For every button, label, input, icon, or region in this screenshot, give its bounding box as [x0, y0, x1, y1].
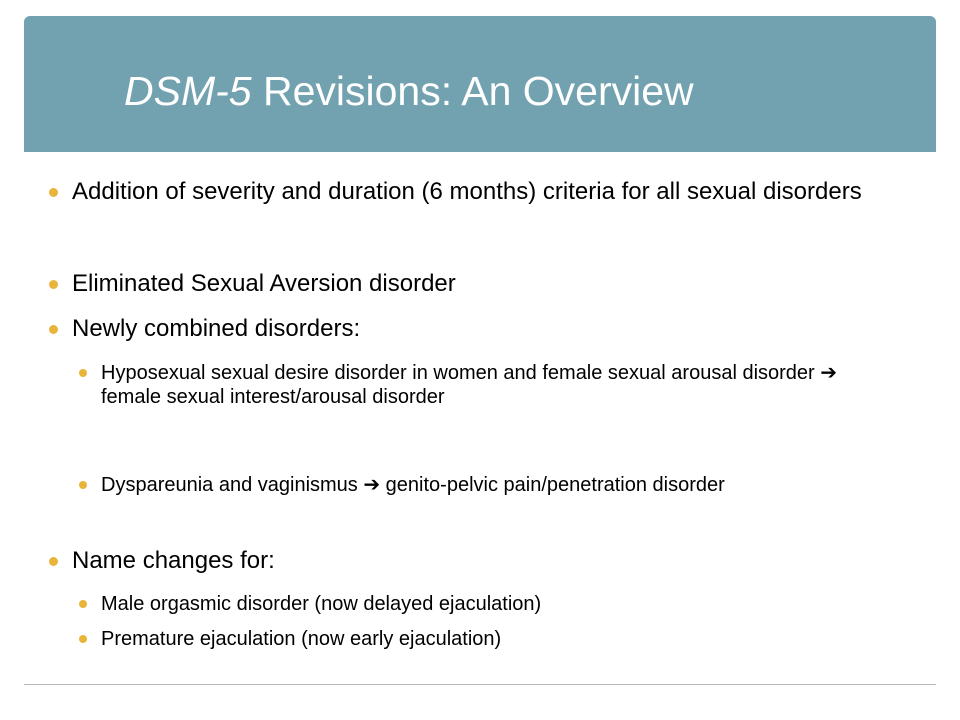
bullet-item	[72, 314, 912, 344]
bullet-item	[72, 269, 912, 299]
title-rest: Revisions: An Overview	[251, 68, 694, 114]
bullet-dot-icon	[79, 635, 87, 643]
bullet-dot-icon	[49, 188, 58, 197]
sub-bullet-text: Male orgasmic disorder (now delayed ejaculation)	[101, 593, 542, 615]
bullet-dot-icon	[49, 280, 58, 289]
bullet-item	[72, 546, 912, 576]
sub-bullet-item	[101, 473, 901, 497]
sub-bullet-text: Hyposexual sexual desire disorder in women and female sexual arousal disorder ➔ female sexual interest/arousal disorder	[101, 362, 838, 408]
sub-bullet-item	[101, 592, 901, 616]
bullet-dot-icon	[79, 600, 87, 608]
bullet-dot-icon	[49, 325, 58, 334]
bullet-text: Newly combined disorders:	[72, 315, 361, 342]
bullet-text: Name changes for:	[72, 547, 275, 574]
sub-bullet-text: Premature ejaculation (now early ejaculation)	[101, 628, 502, 650]
sub-bullet-text: Dyspareunia and vaginismus ➔ genito-pelvic pain/penetration disorder	[101, 474, 725, 496]
bullet-text: Eliminated Sexual Aversion disorder	[72, 270, 456, 297]
bullet-text: Addition of severity and duration (6 months) criteria for all sexual disorders	[72, 178, 862, 205]
bullet-dot-icon	[49, 557, 58, 566]
sub-bullet-item	[101, 627, 901, 651]
sub-bullet-item	[101, 361, 901, 409]
bullet-item	[72, 177, 912, 207]
title-italic: DSM-5	[124, 68, 252, 114]
bullet-dot-icon	[79, 481, 87, 489]
bottom-divider	[24, 684, 936, 685]
bullet-dot-icon	[79, 369, 87, 377]
